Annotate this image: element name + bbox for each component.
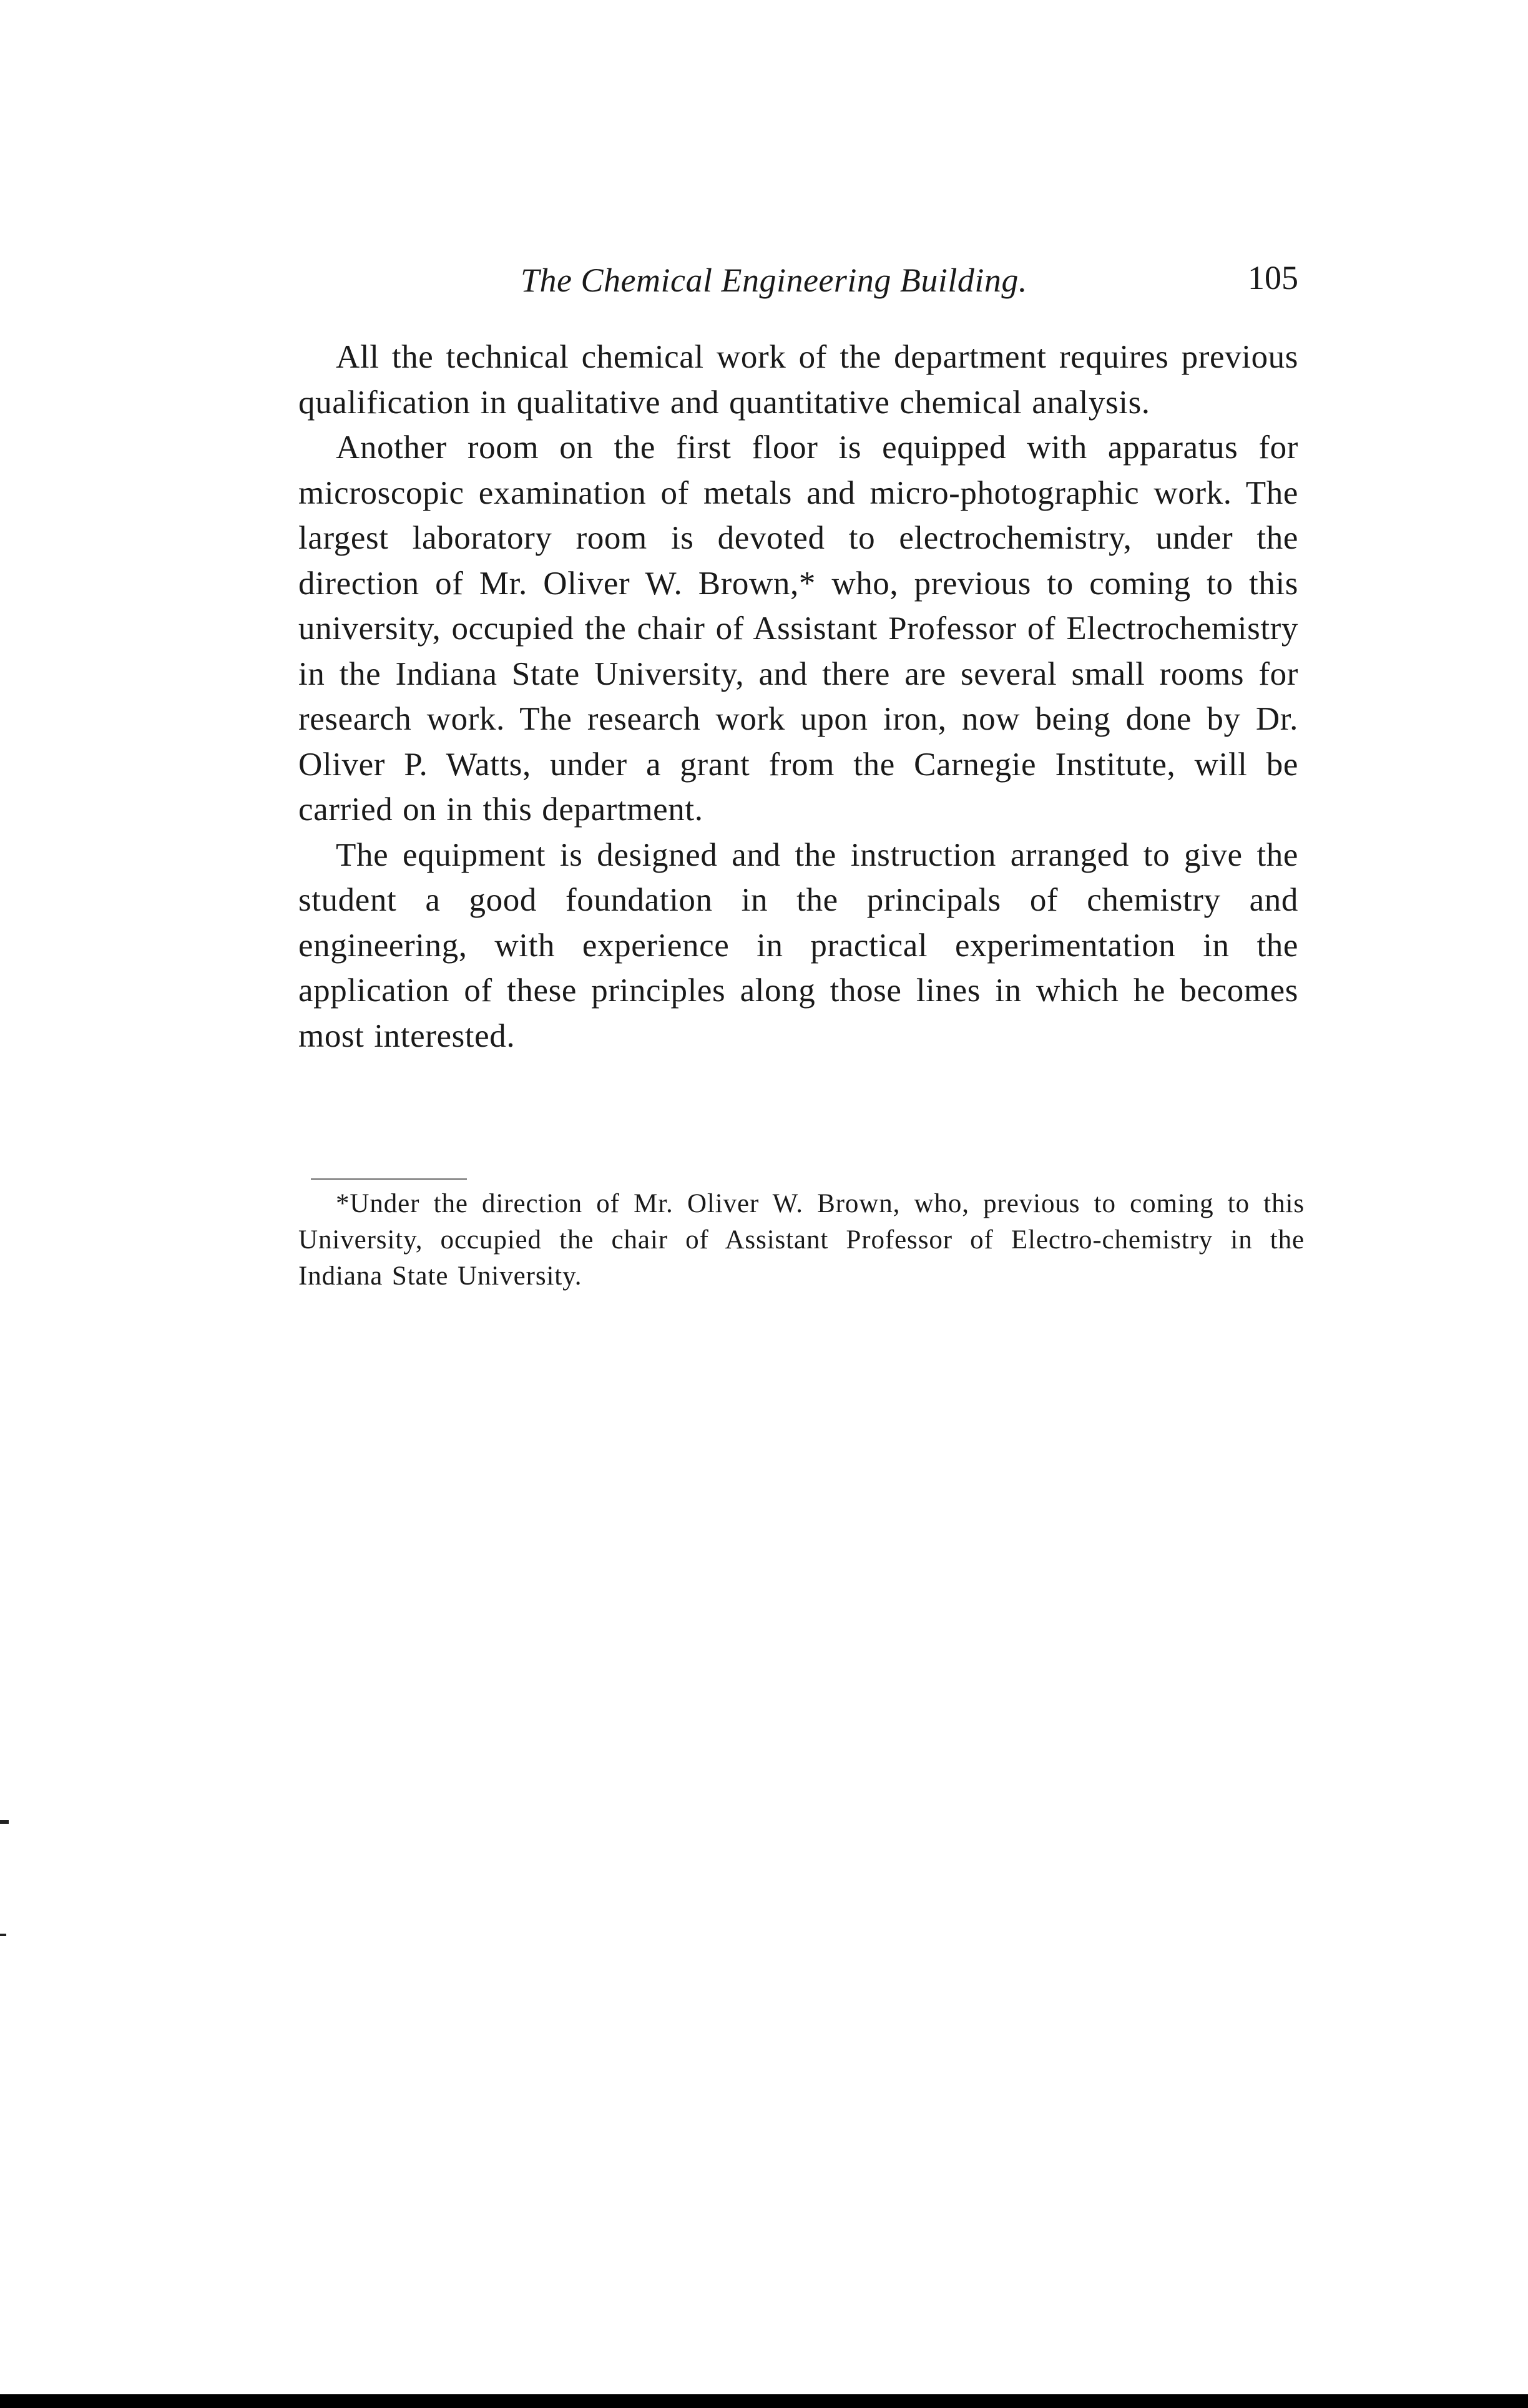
scan-mark — [0, 1820, 9, 1824]
paragraph-equipment: The equipment is designed and the instruction arranged to give the student a good foundation in the principals of chemistry and engineering, with experience in practical experimentation in the application of these principles along those lines in which he becomes most interested. — [298, 836, 1298, 1054]
body-text — [298, 335, 1298, 1059]
page-number: 105 — [1248, 259, 1298, 296]
scan-bottom-edge — [0, 2394, 1528, 2408]
paragraph-laboratories: Another room on the first floor is equipped with apparatus for microscopic examination of metals and micro-photographic work. The largest laboratory room is devoted to electrochemistry, under the direction of Mr. Oliver W. Brown,* who, previous to coming to this university, occupied the chair of Assistant Professor of Electrochemistry in the Indiana State University, and there are several small rooms for research work. The research work upon iron, now being done by Dr. Oliver P. Watts, under a grant from the Carnegie Institute, will be carried on in this department. — [298, 429, 1298, 828]
footnote-text: *Under the direction of Mr. Oliver W. Brown, who, previous to coming to this University, occupied the chair of Assistant Professor of Electro-chemistry in the Indiana State University. — [298, 1189, 1305, 1291]
paragraph-prerequisites: All the technical chemical work of the department requires previous qualification in qualitative and quantitative chemical analysis. — [298, 339, 1298, 421]
footnote — [298, 1186, 1305, 1295]
footnote-rule — [311, 1178, 467, 1180]
running-title: The Chemical Engineering Building. — [521, 262, 1027, 299]
scan-mark — [0, 1934, 6, 1936]
running-head — [298, 255, 1298, 311]
